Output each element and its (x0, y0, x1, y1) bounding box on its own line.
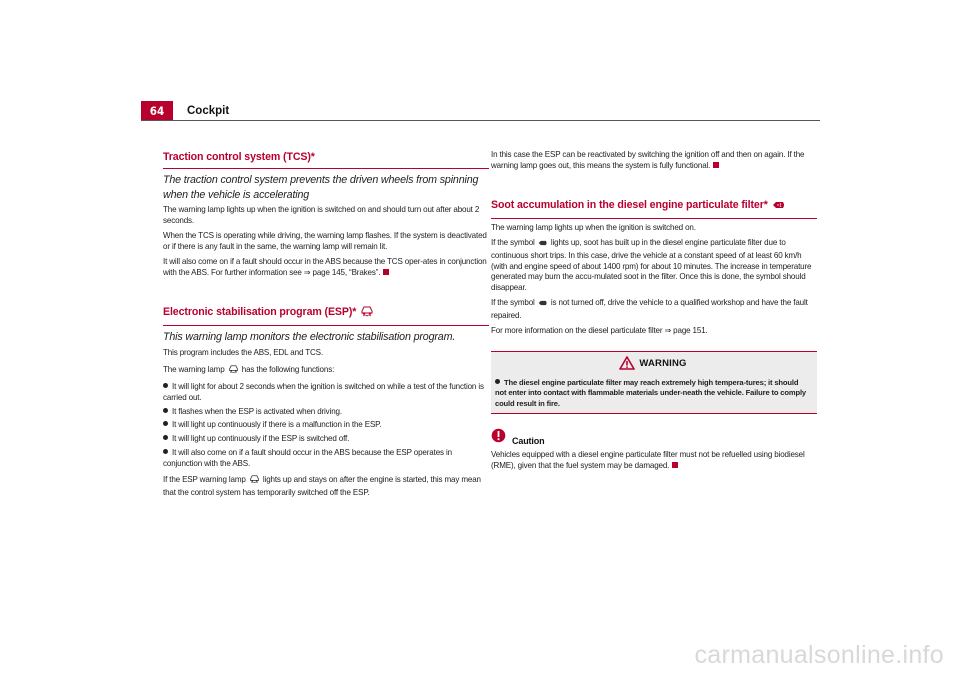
soot-heading-text: Soot accumulation in the diesel engine particulate filter* (491, 198, 768, 211)
esp-paragraph-1: This program includes the ABS, EDL and TCS. (163, 347, 323, 357)
caution-text (491, 450, 817, 472)
esp-skid-car-icon (228, 363, 239, 378)
list-item (163, 448, 489, 470)
caution-header (491, 428, 817, 447)
list-item-text: It will also come on if a fault should occur in the ABS because the ESP operates in conjunction with the ABS. (163, 448, 452, 469)
esp-paragraph-4-text: In this case the ESP can be reactivated by switching the ignition off and then on again. If the warning lamp goes out, this means the system is fully functional. (491, 150, 805, 170)
soot-paragraph-3 (491, 298, 817, 322)
warning-header (495, 356, 811, 374)
right-column (491, 150, 817, 476)
esp-paragraph-2 (163, 363, 489, 378)
list-item (163, 434, 489, 445)
end-of-section-marker (713, 162, 719, 168)
list-item-text: It will light for about 2 seconds when the ignition is switched on while a test of the function is carried out. (163, 381, 484, 402)
esp-paragraph-3-post: lights up and stays on after the engine is started, this may mean that the control system has temporarily switched off the ESP. (163, 475, 481, 497)
soot-paragraph-3-pre: If the symbol (491, 298, 535, 308)
tcs-heading: Traction control system (TCS)* (163, 150, 489, 169)
warning-title: WARNING (639, 358, 687, 370)
esp-function-list (163, 382, 489, 470)
tcs-paragraph-1: The warning lamp lights up when the ignition is switched on and should turn out after about 2 seconds. (163, 205, 480, 225)
end-of-section-marker (383, 269, 389, 275)
tcs-paragraph-3 (163, 257, 489, 279)
particulate-filter-icon (772, 200, 786, 214)
soot-paragraph-1: The warning lamp lights up when the ignition is switched on. (491, 222, 696, 232)
list-item (163, 407, 489, 418)
esp-paragraph-3-pre: If the ESP warning lamp (163, 475, 246, 485)
tcs-paragraph-3-text: It will also come on if a fault should occur in the ABS because the TCS oper-ates in conjunction with the ABS. For further information see ⇒ page 145, “Brakes”. (163, 256, 487, 277)
warning-triangle-icon (619, 356, 635, 374)
esp-paragraph-3 (163, 473, 489, 499)
particulate-filter-icon (538, 239, 548, 251)
soot-heading (491, 198, 817, 219)
left-column (163, 150, 489, 503)
end-of-section-marker (672, 462, 678, 468)
warning-box (491, 351, 817, 414)
tcs-subheading: The traction control system prevents the driven wheels from spinning when the vehicle is accelerating (163, 174, 479, 201)
watermark: carmanualsonline.info (694, 641, 944, 669)
esp-heading (163, 304, 489, 326)
soot-paragraph-2 (491, 238, 817, 295)
esp-skid-car-icon (249, 473, 260, 488)
list-item-text: It will light up continuously if the ESP is switched off. (172, 434, 350, 444)
caution-exclamation-icon (491, 428, 506, 447)
esp-paragraph-4 (491, 150, 817, 172)
caution-title: Caution (512, 435, 545, 446)
caution-text-body: Vehicles equipped with a diesel engine particulate filter must not be refuelled using biodiesel (RME), given that the fuel system may be damaged. (491, 450, 805, 470)
page-number: 64 (141, 101, 173, 121)
esp-skid-car-icon (360, 304, 374, 321)
list-item (163, 420, 489, 431)
esp-subheading: This warning lamp monitors the electronic stabilisation program. (163, 331, 456, 344)
soot-paragraph-4: For more information on the diesel particulate filter ⇒ page 151. (491, 326, 708, 336)
chapter-title: Cockpit (187, 105, 230, 117)
warning-text (495, 378, 811, 409)
list-item-text: It will light up continuously if there is a malfunction in the ESP. (172, 420, 382, 430)
esp-paragraph-2-post: has the following functions: (241, 364, 335, 374)
soot-paragraph-3-post: is not turned off, drive the vehicle to a qualified workshop and have the fault repaired. (491, 298, 808, 321)
soot-paragraph-2-post: lights up, soot has built up in the diesel engine particulate filter due to continuous short trips. In this case, drive the vehicle at a constant speed of at least 60 km/h (with and engine speed of about 1400 rpm) for about 10 minutes. The increase in temperature generated may burn the accu-mulated soot in the filter. Once this is done, the symbol should disappear. (491, 237, 812, 293)
soot-paragraph-2-pre: If the symbol (491, 237, 535, 247)
particulate-filter-icon (538, 299, 548, 311)
tcs-paragraph-2: When the TCS is operating while driving, the warning lamp flashes. If the system is deactivated or if there is any fault in the same, the warning lamp will remain lit. (163, 230, 487, 251)
list-item-text: It flashes when the ESP is activated when driving. (172, 406, 342, 416)
esp-paragraph-2-pre: The warning lamp (163, 364, 225, 374)
list-item (163, 382, 489, 404)
esp-heading-text: Electronic stabilisation program (ESP)* (163, 306, 357, 319)
warning-text-body: The diesel engine particulate filter may reach extremely high tempera-tures; it should not enter into contact with flammable materials under-neath the vehicle. Failure to comply could result in fire. (495, 377, 806, 408)
header-divider (141, 120, 820, 121)
